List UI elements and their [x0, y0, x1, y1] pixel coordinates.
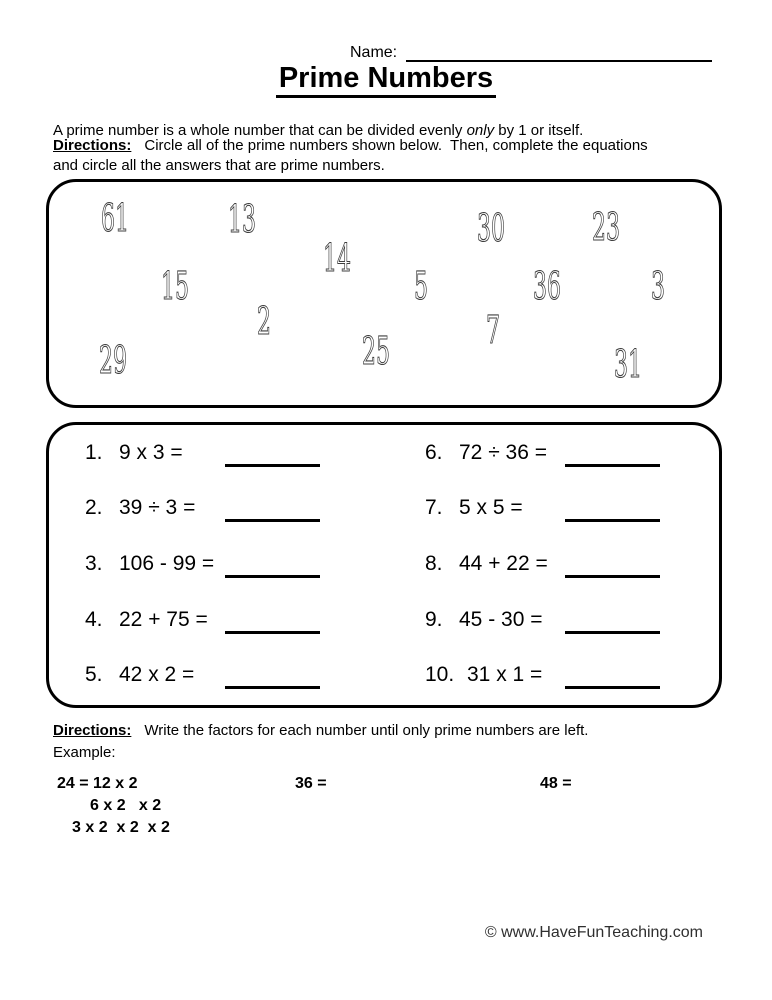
answer-blank[interactable]	[565, 464, 660, 467]
circle-target-number[interactable]: 13	[227, 197, 257, 241]
factor-example-line: 6 x 2 x 2	[90, 797, 162, 814]
equation-expression: 5 x 5 =	[459, 496, 523, 520]
name-row	[350, 44, 712, 62]
intro-emphasis: only	[466, 122, 495, 139]
circle-target-number[interactable]: 14	[322, 236, 352, 280]
directions-2	[53, 720, 588, 764]
name-input-line[interactable]	[406, 44, 712, 62]
equation-expression: 72 ÷ 36 =	[459, 440, 548, 464]
equation-row	[425, 481, 719, 537]
answer-blank[interactable]	[225, 464, 320, 467]
circle-target-number[interactable]: 7	[485, 308, 501, 352]
name-label: Name:	[350, 44, 398, 61]
equation-expression: 22 + 75 =	[119, 607, 208, 631]
directions-1-line1: Circle all of the prime numbers shown below. Then, complete the equations	[144, 137, 648, 154]
circle-target-number[interactable]: 30	[476, 206, 506, 250]
equation-row	[425, 592, 719, 648]
equation-number: 7.	[425, 496, 443, 520]
answer-blank[interactable]	[565, 631, 660, 634]
equation-expression: 106 - 99 =	[119, 551, 215, 575]
equation-number: 10.	[425, 663, 455, 687]
page-title: Prime Numbers	[276, 62, 496, 98]
factor-example-line: 24 = 12 x 2	[57, 775, 138, 792]
circle-target-number[interactable]: 2	[256, 299, 272, 343]
answer-blank[interactable]	[225, 519, 320, 522]
equation-number: 3.	[85, 551, 103, 575]
answer-blank[interactable]	[565, 686, 660, 689]
equation-expression: 39 ÷ 3 =	[119, 496, 196, 520]
equation-expression: 45 - 30 =	[459, 607, 543, 631]
equations-box	[46, 422, 722, 708]
prime-numbers-box	[46, 179, 722, 408]
answer-blank[interactable]	[225, 686, 320, 689]
equation-row	[85, 481, 425, 537]
intro-post: by 1 or itself.	[494, 122, 584, 139]
equation-expression: 42 x 2 =	[119, 663, 195, 687]
answer-blank[interactable]	[565, 519, 660, 522]
factor-example-line: 36 =	[295, 775, 327, 792]
factor-example-line: 48 =	[540, 775, 572, 792]
equation-number: 4.	[85, 607, 103, 631]
circle-target-number[interactable]: 25	[361, 329, 391, 373]
footer-credit: © www.HaveFunTeaching.com	[484, 924, 703, 941]
directions-1-label: Directions:	[53, 137, 132, 154]
circle-target-number[interactable]: 61	[100, 196, 130, 240]
equation-row	[85, 647, 425, 703]
circle-target-number[interactable]: 36	[532, 264, 562, 308]
circle-target-number[interactable]: 23	[591, 205, 621, 249]
equation-number: 9.	[425, 607, 443, 631]
directions-2-text: Write the factors for each number until only prime numbers are left.	[144, 722, 589, 739]
equation-row	[85, 425, 425, 481]
answer-blank[interactable]	[225, 631, 320, 634]
equation-expression: 31 x 1 =	[467, 663, 543, 687]
equation-row	[85, 592, 425, 648]
equation-number: 5.	[85, 663, 103, 687]
title-wrap	[0, 62, 772, 98]
circle-target-number[interactable]: 31	[613, 342, 643, 386]
equation-row	[425, 647, 719, 703]
equation-number: 1.	[85, 440, 103, 464]
equation-row	[85, 536, 425, 592]
example-label: Example:	[53, 744, 116, 761]
equation-expression: 44 + 22 =	[459, 551, 548, 575]
directions-2-label: Directions:	[53, 722, 132, 739]
circle-target-number[interactable]: 29	[98, 338, 128, 382]
directions-1	[53, 136, 648, 176]
circle-target-number[interactable]: 5	[413, 264, 429, 308]
intro-pre: A prime number is a whole number that can be divided evenly	[53, 122, 467, 139]
factor-example-line: 3 x 2 x 2 x 2	[72, 819, 170, 836]
equation-row	[425, 536, 719, 592]
equation-number: 8.	[425, 551, 443, 575]
equation-number: 6.	[425, 440, 443, 464]
equation-row	[425, 425, 719, 481]
directions-1-line2: and circle all the answers that are prime numbers.	[53, 157, 385, 174]
circle-target-number[interactable]: 15	[160, 264, 190, 308]
answer-blank[interactable]	[225, 575, 320, 578]
answer-blank[interactable]	[565, 575, 660, 578]
equation-number: 2.	[85, 496, 103, 520]
circle-target-number[interactable]: 3	[650, 264, 666, 308]
equation-expression: 9 x 3 =	[119, 440, 183, 464]
